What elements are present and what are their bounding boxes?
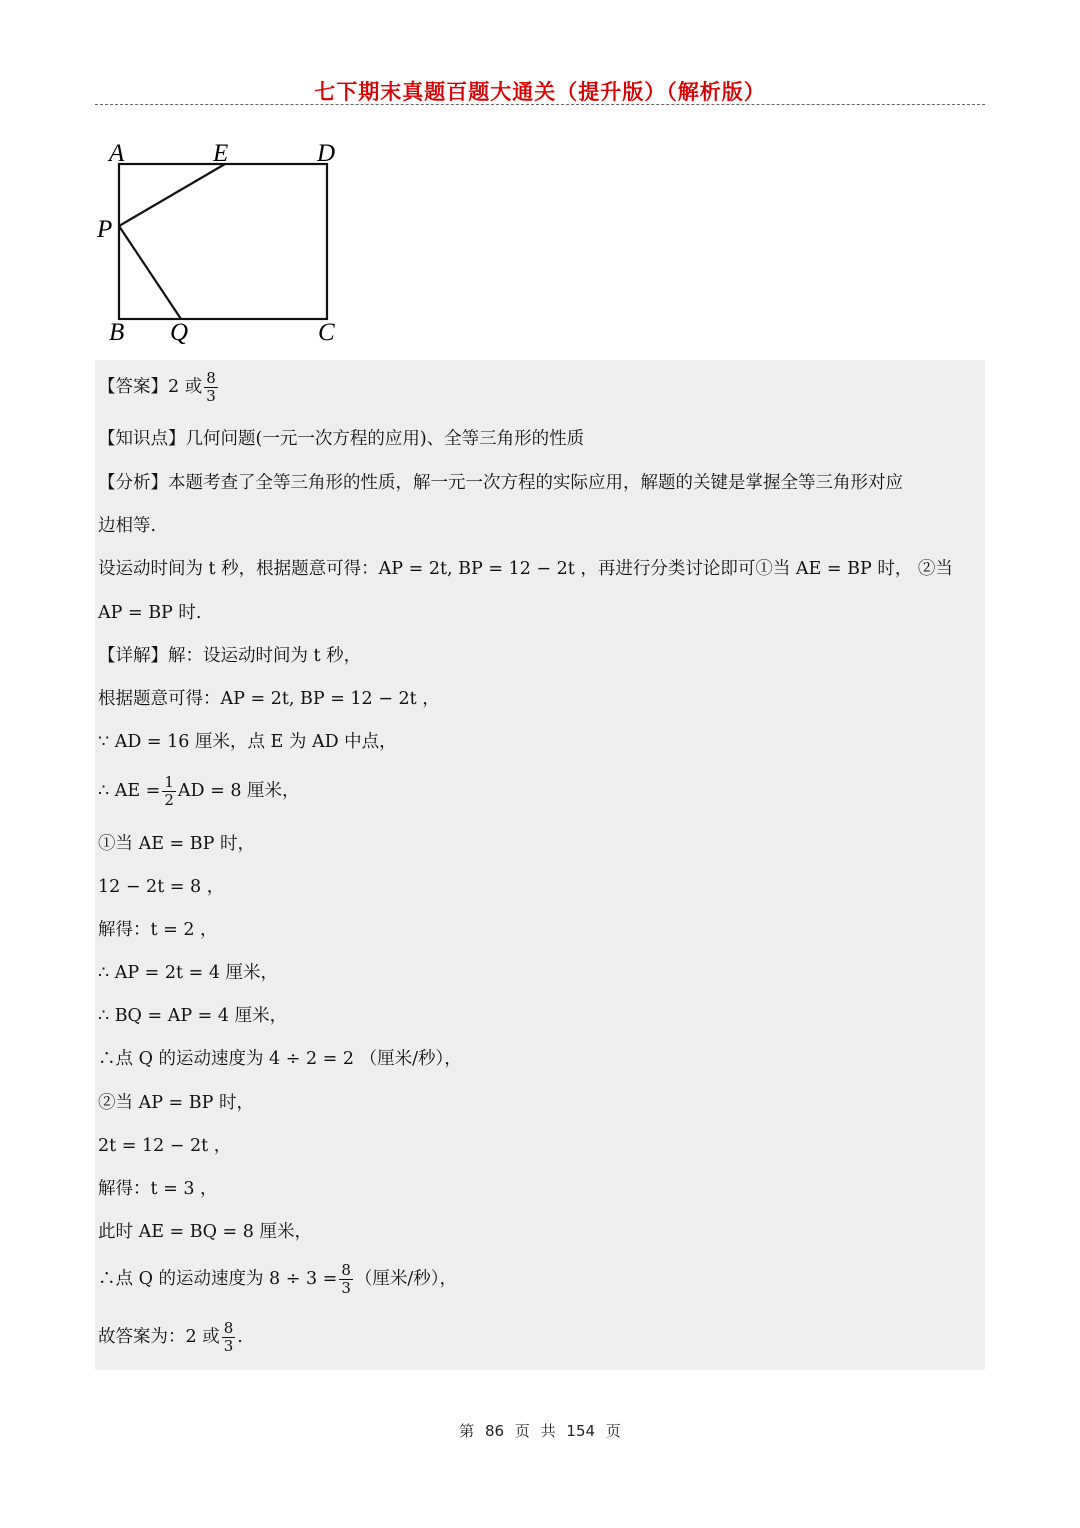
detail-line-2: 根据题意可得：AP = 2t, BP = 12 − 2t ， xyxy=(98,689,440,709)
fraction-numerator: 8 xyxy=(223,1319,234,1337)
detail-line-5: ①当 AE = BP 时， xyxy=(98,834,255,854)
geometry-figure xyxy=(95,138,375,357)
footer-word-gong: 共 xyxy=(540,1422,556,1440)
document-header-title: 七下期末真题百题大通关（提升版）（解析版） xyxy=(314,80,766,104)
answer-prefix: 【答案】2 或 xyxy=(98,377,203,397)
analysis-line-3: 设运动时间为 t 秒，根据题意可得：AP = 2t, BP = 12 − 2t ，再进行分类讨论即可①当 AE = BP 时， ②当 xyxy=(98,559,953,579)
label-d: D xyxy=(317,140,336,167)
page-footer xyxy=(0,1420,1080,1441)
detail-line-16 xyxy=(98,1320,243,1355)
footer-total-pages: 154 xyxy=(566,1422,596,1440)
fraction-numerator: 8 xyxy=(206,369,216,387)
label-q: Q xyxy=(170,319,189,346)
label-b: B xyxy=(109,319,125,346)
fraction-numerator: 8 xyxy=(341,1261,351,1279)
line4-suffix: AD = 8 厘米， xyxy=(177,781,300,801)
fraction-denominator: 2 xyxy=(164,791,174,809)
detail-line-13: 解得：t = 3 ， xyxy=(98,1179,218,1199)
footer-word-ye-2: 页 xyxy=(605,1422,621,1440)
fraction-numerator: 1 xyxy=(164,773,174,791)
footer-word-ye: 页 xyxy=(514,1422,530,1440)
half-fraction xyxy=(162,774,176,809)
line15-prefix: ∴点 Q 的运动速度为 8 ÷ 3 = xyxy=(98,1269,338,1289)
rectangle-diagram xyxy=(95,138,375,353)
answer-fraction xyxy=(204,370,218,405)
detail-line-15 xyxy=(98,1262,457,1297)
segment-pe xyxy=(119,164,225,226)
label-p: P xyxy=(97,216,113,243)
detail-line-4 xyxy=(98,774,300,809)
detail-line-3: ∵ AD = 16 厘米，点 E 为 AD 中点， xyxy=(98,732,397,752)
rectangle-abcd xyxy=(119,164,327,319)
detail-line-9: ∴ BQ = AP = 4 厘米， xyxy=(98,1006,288,1026)
line4-prefix: ∴ AE = xyxy=(98,781,161,801)
footer-page-number: 86 xyxy=(484,1422,505,1440)
detail-line-1: 【详解】解：设运动时间为 t 秒， xyxy=(98,646,362,666)
speed-fraction xyxy=(339,1262,353,1297)
detail-line-6: 12 − 2t = 8 ， xyxy=(98,877,225,897)
solution-panel xyxy=(95,360,985,1370)
footer-word-di: 第 xyxy=(459,1422,475,1440)
detail-line-12: 2t = 12 − 2t ， xyxy=(98,1136,232,1156)
detail-line-10: ∴点 Q 的运动速度为 4 ÷ 2 = 2 （厘米/秒）， xyxy=(98,1049,462,1069)
detail-line-11: ②当 AP = BP 时， xyxy=(98,1093,254,1113)
final-fraction xyxy=(222,1320,236,1355)
detail-line-8: ∴ AP = 2t = 4 厘米， xyxy=(98,963,279,983)
line16-prefix: 故答案为：2 或 xyxy=(98,1327,220,1347)
analysis-line-2: 边相等. xyxy=(98,516,157,536)
segment-pq xyxy=(119,226,181,319)
line15-suffix: （厘米/秒）， xyxy=(354,1269,458,1289)
label-e: E xyxy=(213,140,229,167)
fraction-denominator: 3 xyxy=(223,1337,234,1355)
fraction-denominator: 3 xyxy=(206,387,216,405)
analysis-line-1: 【分析】本题考查了全等三角形的性质，解一元一次方程的实际应用，解题的关键是掌握全等三角形对应 xyxy=(98,473,903,493)
analysis-line-4: AP = BP 时. xyxy=(98,603,202,623)
answer-line xyxy=(98,370,220,405)
fraction-denominator: 3 xyxy=(341,1279,351,1297)
line16-suffix: . xyxy=(237,1327,243,1347)
detail-line-7: 解得：t = 2 ， xyxy=(98,920,218,940)
label-c: C xyxy=(318,319,335,346)
header-divider xyxy=(95,104,985,105)
knowledge-point-line: 【知识点】几何问题(一元一次方程的应用)、全等三角形的性质 xyxy=(98,429,585,449)
detail-line-14: 此时 AE = BQ = 8 厘米， xyxy=(98,1222,312,1242)
label-a: A xyxy=(109,140,125,167)
